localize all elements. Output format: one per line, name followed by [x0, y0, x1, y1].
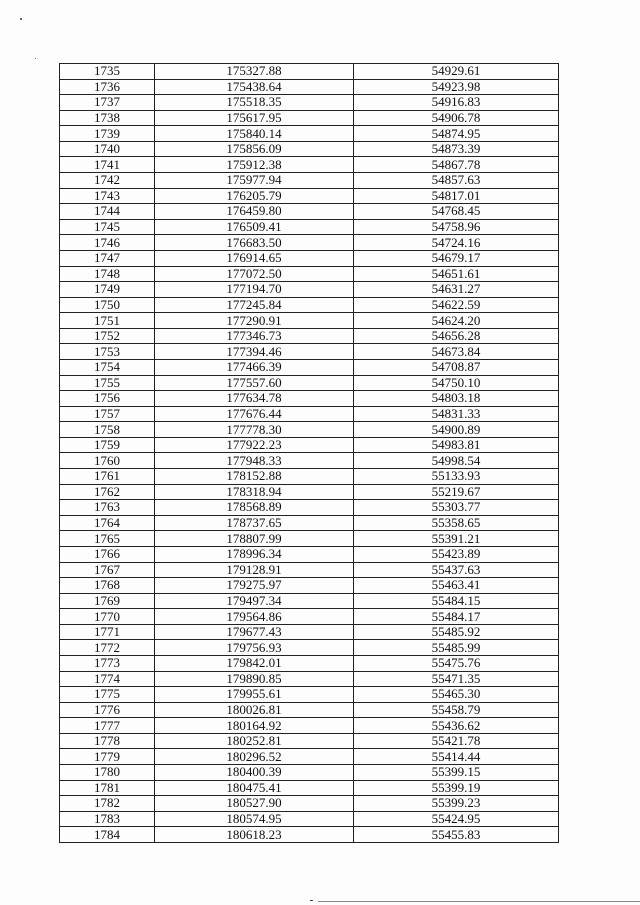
- table-row: [60, 391, 559, 407]
- x-coordinate-cell: 180164.92: [155, 718, 354, 734]
- table-row: [60, 297, 559, 313]
- table-row: [60, 328, 559, 344]
- table-row: [60, 95, 559, 111]
- table-row: [60, 780, 559, 796]
- point-number-cell: 1741: [60, 157, 155, 173]
- point-number-cell: 1765: [60, 531, 155, 547]
- x-coordinate-cell: 177948.33: [155, 453, 354, 469]
- point-number-cell: 1750: [60, 297, 155, 313]
- table-row: [60, 562, 559, 578]
- x-coordinate-cell: 177245.84: [155, 297, 354, 313]
- x-coordinate-cell: 179842.01: [155, 655, 354, 671]
- point-number-cell: 1739: [60, 126, 155, 142]
- page-bottom-rule: [318, 901, 640, 902]
- x-coordinate-cell: 179756.93: [155, 640, 354, 656]
- point-number-cell: 1781: [60, 780, 155, 796]
- x-coordinate-cell: 178807.99: [155, 531, 354, 547]
- point-number-cell: 1767: [60, 562, 155, 578]
- y-coordinate-cell: 54983.81: [354, 437, 559, 453]
- point-number-cell: 1783: [60, 811, 155, 827]
- y-coordinate-cell: 55437.63: [354, 562, 559, 578]
- table-row: [60, 250, 559, 266]
- x-coordinate-cell: 178996.34: [155, 546, 354, 562]
- table-row: [60, 655, 559, 671]
- point-number-cell: 1759: [60, 437, 155, 453]
- x-coordinate-cell: 177676.44: [155, 406, 354, 422]
- point-number-cell: 1756: [60, 391, 155, 407]
- point-number-cell: 1737: [60, 95, 155, 111]
- x-coordinate-cell: 177394.46: [155, 344, 354, 360]
- x-coordinate-cell: 175438.64: [155, 79, 354, 95]
- table-row: [60, 313, 559, 329]
- y-coordinate-cell: 54622.59: [354, 297, 559, 313]
- x-coordinate-cell: 179275.97: [155, 578, 354, 594]
- point-number-cell: 1753: [60, 344, 155, 360]
- table-row: [60, 811, 559, 827]
- x-coordinate-cell: 177557.60: [155, 375, 354, 391]
- y-coordinate-cell: 54906.78: [354, 110, 559, 126]
- point-number-cell: 1770: [60, 609, 155, 625]
- point-number-cell: 1774: [60, 671, 155, 687]
- x-coordinate-cell: 177778.30: [155, 422, 354, 438]
- table-row: [60, 188, 559, 204]
- y-coordinate-cell: 54758.96: [354, 219, 559, 235]
- table-row: [60, 204, 559, 220]
- point-number-cell: 1736: [60, 79, 155, 95]
- point-number-cell: 1755: [60, 375, 155, 391]
- point-number-cell: 1763: [60, 500, 155, 516]
- coordinate-table-body: [60, 64, 559, 843]
- table-row: [60, 344, 559, 360]
- table-row: [60, 765, 559, 781]
- x-coordinate-cell: 180527.90: [155, 796, 354, 812]
- y-coordinate-cell: 54631.27: [354, 282, 559, 298]
- x-coordinate-cell: 175327.88: [155, 64, 354, 80]
- y-coordinate-cell: 55463.41: [354, 578, 559, 594]
- point-number-cell: 1735: [60, 64, 155, 80]
- point-number-cell: 1743: [60, 188, 155, 204]
- table-row: [60, 484, 559, 500]
- y-coordinate-cell: 54768.45: [354, 204, 559, 220]
- y-coordinate-cell: 54624.20: [354, 313, 559, 329]
- y-coordinate-cell: 54656.28: [354, 328, 559, 344]
- point-number-cell: 1754: [60, 359, 155, 375]
- table-row: [60, 110, 559, 126]
- table-row: [60, 79, 559, 95]
- y-coordinate-cell: 54803.18: [354, 391, 559, 407]
- x-coordinate-cell: 177290.91: [155, 313, 354, 329]
- point-number-cell: 1780: [60, 765, 155, 781]
- y-coordinate-cell: 54673.84: [354, 344, 559, 360]
- table-row: [60, 718, 559, 734]
- table-row: [60, 437, 559, 453]
- scan-speck: [35, 58, 36, 59]
- y-coordinate-cell: 55436.62: [354, 718, 559, 734]
- x-coordinate-cell: 180475.41: [155, 780, 354, 796]
- point-number-cell: 1757: [60, 406, 155, 422]
- table-row: [60, 64, 559, 80]
- x-coordinate-cell: 177466.39: [155, 359, 354, 375]
- y-coordinate-cell: 55358.65: [354, 515, 559, 531]
- x-coordinate-cell: 180296.52: [155, 749, 354, 765]
- table-row: [60, 546, 559, 562]
- point-number-cell: 1772: [60, 640, 155, 656]
- y-coordinate-cell: 54923.98: [354, 79, 559, 95]
- x-coordinate-cell: 179497.34: [155, 593, 354, 609]
- point-number-cell: 1768: [60, 578, 155, 594]
- point-number-cell: 1751: [60, 313, 155, 329]
- y-coordinate-cell: 55485.99: [354, 640, 559, 656]
- y-coordinate-cell: 55485.92: [354, 624, 559, 640]
- table-row: [60, 173, 559, 189]
- y-coordinate-cell: 54831.33: [354, 406, 559, 422]
- table-row: [60, 578, 559, 594]
- table-row: [60, 702, 559, 718]
- point-number-cell: 1752: [60, 328, 155, 344]
- point-number-cell: 1769: [60, 593, 155, 609]
- x-coordinate-cell: 177346.73: [155, 328, 354, 344]
- point-number-cell: 1744: [60, 204, 155, 220]
- point-number-cell: 1749: [60, 282, 155, 298]
- point-number-cell: 1748: [60, 266, 155, 282]
- table-row: [60, 157, 559, 173]
- point-number-cell: 1778: [60, 733, 155, 749]
- point-number-cell: 1761: [60, 469, 155, 485]
- y-coordinate-cell: 54817.01: [354, 188, 559, 204]
- x-coordinate-cell: 177072.50: [155, 266, 354, 282]
- table-row: [60, 422, 559, 438]
- point-number-cell: 1773: [60, 655, 155, 671]
- y-coordinate-cell: 55421.78: [354, 733, 559, 749]
- point-number-cell: 1747: [60, 250, 155, 266]
- table-row: [60, 141, 559, 157]
- x-coordinate-cell: 175617.95: [155, 110, 354, 126]
- point-number-cell: 1775: [60, 687, 155, 703]
- x-coordinate-cell: 180400.39: [155, 765, 354, 781]
- table-row: [60, 640, 559, 656]
- x-coordinate-cell: 175518.35: [155, 95, 354, 111]
- table-row: [60, 282, 559, 298]
- y-coordinate-cell: 55423.89: [354, 546, 559, 562]
- table-row: [60, 126, 559, 142]
- y-coordinate-cell: 55471.35: [354, 671, 559, 687]
- x-coordinate-cell: 178737.65: [155, 515, 354, 531]
- y-coordinate-cell: 54900.89: [354, 422, 559, 438]
- y-coordinate-cell: 55414.44: [354, 749, 559, 765]
- x-coordinate-cell: 180574.95: [155, 811, 354, 827]
- x-coordinate-cell: 180618.23: [155, 827, 354, 843]
- x-coordinate-cell: 176683.50: [155, 235, 354, 251]
- table-row: [60, 531, 559, 547]
- y-coordinate-cell: 55219.67: [354, 484, 559, 500]
- x-coordinate-cell: 178152.88: [155, 469, 354, 485]
- x-coordinate-cell: 180026.81: [155, 702, 354, 718]
- y-coordinate-cell: 54873.39: [354, 141, 559, 157]
- x-coordinate-cell: 179955.61: [155, 687, 354, 703]
- point-number-cell: 1776: [60, 702, 155, 718]
- y-coordinate-cell: 55303.77: [354, 500, 559, 516]
- y-coordinate-cell: 55391.21: [354, 531, 559, 547]
- x-coordinate-cell: 175977.94: [155, 173, 354, 189]
- y-coordinate-cell: 54679.17: [354, 250, 559, 266]
- point-number-cell: 1758: [60, 422, 155, 438]
- point-number-cell: 1764: [60, 515, 155, 531]
- point-number-cell: 1760: [60, 453, 155, 469]
- table-row: [60, 375, 559, 391]
- table-row: [60, 406, 559, 422]
- x-coordinate-cell: 178318.94: [155, 484, 354, 500]
- y-coordinate-cell: 55399.19: [354, 780, 559, 796]
- x-coordinate-cell: 177194.70: [155, 282, 354, 298]
- y-coordinate-cell: 54867.78: [354, 157, 559, 173]
- table-row: [60, 827, 559, 843]
- y-coordinate-cell: 55458.79: [354, 702, 559, 718]
- y-coordinate-cell: 55484.17: [354, 609, 559, 625]
- table-row: [60, 671, 559, 687]
- point-number-cell: 1742: [60, 173, 155, 189]
- table-row: [60, 515, 559, 531]
- x-coordinate-cell: 176459.80: [155, 204, 354, 220]
- table-row: [60, 219, 559, 235]
- table-row: [60, 733, 559, 749]
- y-coordinate-cell: 54708.87: [354, 359, 559, 375]
- y-coordinate-cell: 55484.15: [354, 593, 559, 609]
- x-coordinate-cell: 179564.86: [155, 609, 354, 625]
- table-row: [60, 266, 559, 282]
- y-coordinate-cell: 55399.15: [354, 765, 559, 781]
- table-row: [60, 453, 559, 469]
- x-coordinate-cell: 175912.38: [155, 157, 354, 173]
- y-coordinate-cell: 54750.10: [354, 375, 559, 391]
- coordinate-table: [59, 63, 559, 843]
- y-coordinate-cell: 54874.95: [354, 126, 559, 142]
- x-coordinate-cell: 180252.81: [155, 733, 354, 749]
- table-row: [60, 796, 559, 812]
- point-number-cell: 1766: [60, 546, 155, 562]
- point-number-cell: 1782: [60, 796, 155, 812]
- table-row: [60, 749, 559, 765]
- x-coordinate-cell: 179677.43: [155, 624, 354, 640]
- point-number-cell: 1779: [60, 749, 155, 765]
- point-number-cell: 1746: [60, 235, 155, 251]
- point-number-cell: 1771: [60, 624, 155, 640]
- y-coordinate-cell: 54651.61: [354, 266, 559, 282]
- y-coordinate-cell: 54916.83: [354, 95, 559, 111]
- table-row: [60, 235, 559, 251]
- x-coordinate-cell: 178568.89: [155, 500, 354, 516]
- y-coordinate-cell: 55465.30: [354, 687, 559, 703]
- y-coordinate-cell: 55424.95: [354, 811, 559, 827]
- y-coordinate-cell: 55455.83: [354, 827, 559, 843]
- y-coordinate-cell: 55399.23: [354, 796, 559, 812]
- x-coordinate-cell: 175856.09: [155, 141, 354, 157]
- table-row: [60, 359, 559, 375]
- y-coordinate-cell: 54724.16: [354, 235, 559, 251]
- y-coordinate-cell: 54998.54: [354, 453, 559, 469]
- x-coordinate-cell: 179128.91: [155, 562, 354, 578]
- x-coordinate-cell: 175840.14: [155, 126, 354, 142]
- table-row: [60, 624, 559, 640]
- scan-speck: [20, 18, 22, 20]
- y-coordinate-cell: 55475.76: [354, 655, 559, 671]
- x-coordinate-cell: 177634.78: [155, 391, 354, 407]
- point-number-cell: 1745: [60, 219, 155, 235]
- x-coordinate-cell: 179890.85: [155, 671, 354, 687]
- point-number-cell: 1777: [60, 718, 155, 734]
- y-coordinate-cell: 54929.61: [354, 64, 559, 80]
- y-coordinate-cell: 55133.93: [354, 469, 559, 485]
- x-coordinate-cell: 176914.65: [155, 250, 354, 266]
- point-number-cell: 1762: [60, 484, 155, 500]
- table-row: [60, 687, 559, 703]
- table-row: [60, 469, 559, 485]
- table-row: [60, 500, 559, 516]
- point-number-cell: 1740: [60, 141, 155, 157]
- x-coordinate-cell: 176509.41: [155, 219, 354, 235]
- point-number-cell: 1784: [60, 827, 155, 843]
- x-coordinate-cell: 177922.23: [155, 437, 354, 453]
- point-number-cell: 1738: [60, 110, 155, 126]
- table-row: [60, 593, 559, 609]
- x-coordinate-cell: 176205.79: [155, 188, 354, 204]
- table-row: [60, 609, 559, 625]
- scan-speck: [310, 900, 313, 901]
- y-coordinate-cell: 54857.63: [354, 173, 559, 189]
